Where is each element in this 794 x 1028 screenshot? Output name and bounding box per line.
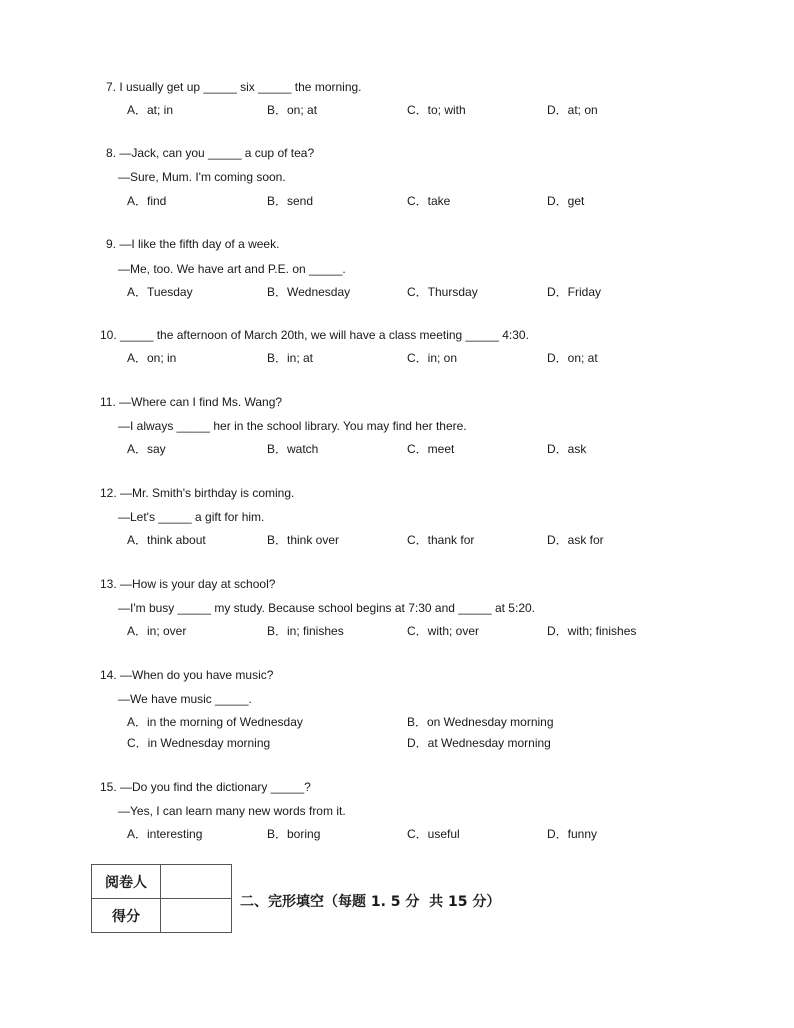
- question-14-stem: 14. —When do you have music?: [100, 668, 274, 682]
- question-10-option-b: B．in; at: [267, 351, 314, 365]
- question-8-option-c: C．take: [407, 194, 451, 208]
- reviewer-cell[interactable]: [161, 865, 232, 899]
- question-7-option-d: D．at; on: [547, 103, 598, 117]
- question-14-option-c: C．in Wednesday morning: [127, 736, 271, 750]
- question-12-option-b: B．think over: [267, 533, 340, 547]
- question-11-option-a: A．say: [127, 442, 166, 456]
- question-10-option-a: A．on; in: [127, 351, 177, 365]
- question-7-stem: 7. I usually get up _____ six _____ the morning.: [106, 80, 362, 94]
- question-7-option-a: A．at; in: [127, 103, 174, 117]
- question-12-reply: —Let's _____ a gift for him.: [118, 510, 265, 524]
- question-15-reply: —Yes, I can learn many new words from it.: [118, 804, 346, 818]
- question-13-option-c: C．with; over: [407, 624, 480, 638]
- question-10-option-c: C．in; on: [407, 351, 458, 365]
- question-7-option-c: C．to; with: [407, 103, 466, 117]
- question-15-option-a: A．interesting: [127, 827, 203, 841]
- question-14-option-b: B．on Wednesday morning: [407, 715, 554, 729]
- question-9-option-d: D．Friday: [547, 285, 602, 299]
- question-9-option-b: B．Wednesday: [267, 285, 351, 299]
- question-12-option-a: A．think about: [127, 533, 206, 547]
- question-11-option-c: C．meet: [407, 442, 455, 456]
- section-title: 二、完形填空（每题 1. 5 分 共 15 分）: [240, 894, 501, 910]
- question-13-reply: —I'm busy _____ my study. Because school begins at 7:30 and _____ at 5:20.: [118, 601, 535, 615]
- question-14-option-a: A．in the morning of Wednesday: [127, 715, 303, 729]
- question-12-option-c: C．thank for: [407, 533, 475, 547]
- question-15-option-c: C．useful: [407, 827, 460, 841]
- score-table: [91, 864, 232, 933]
- question-13-option-a: A．in; over: [127, 624, 187, 638]
- question-11-option-d: D．ask: [547, 442, 587, 456]
- question-12-option-d: D．ask for: [547, 533, 604, 547]
- question-8-option-a: A．find: [127, 194, 167, 208]
- question-12-stem: 12. —Mr. Smith's birthday is coming.: [100, 486, 295, 500]
- question-13-option-d: D．with; finishes: [547, 624, 637, 638]
- question-9-option-a: A．Tuesday: [127, 285, 193, 299]
- question-14-option-d: D．at Wednesday morning: [407, 736, 551, 750]
- score-label: 得分: [92, 899, 161, 933]
- question-15-option-d: D．funny: [547, 827, 598, 841]
- question-14-reply: —We have music _____.: [118, 692, 252, 706]
- question-9-stem: 9. —I like the fifth day of a week.: [106, 237, 280, 251]
- question-11-reply: —I always _____ her in the school library. You may find her there.: [118, 419, 467, 433]
- question-11-stem: 11. —Where can I find Ms. Wang?: [100, 395, 283, 409]
- question-7-option-b: B．on; at: [267, 103, 318, 117]
- question-15-option-b: B．boring: [267, 827, 321, 841]
- question-11-option-b: B．watch: [267, 442, 319, 456]
- question-10-option-d: D．on; at: [547, 351, 598, 365]
- question-13-stem: 13. —How is your day at school?: [100, 577, 276, 591]
- question-13-option-b: B．in; finishes: [267, 624, 344, 638]
- question-15-stem: 15. —Do you find the dictionary _____?: [100, 780, 311, 794]
- question-8-option-d: D．get: [547, 194, 585, 208]
- question-8-reply: —Sure, Mum. I'm coming soon.: [118, 170, 286, 184]
- score-cell[interactable]: [161, 899, 232, 933]
- question-8-option-b: B．send: [267, 194, 314, 208]
- question-10-stem: 10. _____ the afternoon of March 20th, we will have a class meeting _____ 4:30.: [100, 328, 529, 342]
- question-9-option-c: C．Thursday: [407, 285, 478, 299]
- question-9-reply: —Me, too. We have art and P.E. on _____.: [118, 262, 346, 276]
- reviewer-label: 阅卷人: [92, 865, 161, 899]
- question-8-stem: 8. —Jack, can you _____ a cup of tea?: [106, 146, 315, 160]
